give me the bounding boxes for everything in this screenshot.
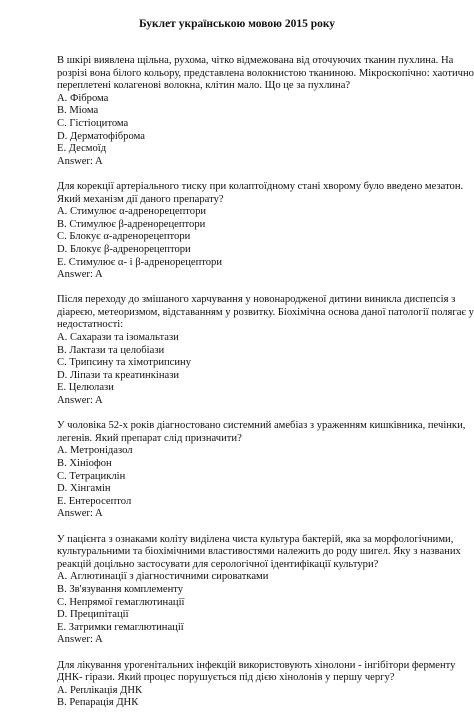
question-text-line: Який механізм дії даного препарату? (57, 193, 224, 205)
question-text-line: Для лікування урогенітальних інфекцій використовують хінолони - інгібітори ферменту (57, 659, 456, 671)
answer-option: B. Лактази та целобіази (57, 344, 165, 356)
answer-option: A. Реплікація ДНК (57, 684, 143, 696)
answer-option: A. Сахарази та ізомальтази (57, 332, 179, 344)
correct-answer: Answer: A (57, 155, 103, 167)
question-text-line: ДНК- гірази. Який процес порушується під дією хінолонів у першу чергу? (57, 672, 395, 684)
answer-option: B. Міома (57, 105, 99, 117)
question-block (57, 180, 464, 282)
question-text-line: легенів. Який препарат слід призначити? (57, 432, 242, 444)
correct-answer: Answer: A (57, 269, 103, 281)
answer-option: B. Зв'язування комплементу (57, 583, 184, 595)
answer-option: B. Репарація ДНК (57, 697, 139, 709)
answer-option: A. Аглютинації з діагностичними сироватками (57, 571, 269, 583)
answer-option: D. Блокує β-адренорецептори (57, 243, 191, 255)
answer-option: A. Стимулює α-адренорецептори (57, 206, 207, 218)
answer-option: E. Целюлази (57, 382, 114, 394)
answer-option: C. Тетрациклін (57, 470, 126, 482)
question-text-line: В шкірі виявлена щільна, рухома, чітко відмежована від оточуючих тканин пухлина. На (57, 55, 454, 66)
question-block (57, 533, 461, 647)
question-block (57, 55, 474, 168)
question-text-line: Для корекції артеріального тиску при колаптоїдному стані хворому було введено мезатон. (57, 180, 464, 192)
question-text-line: діареєю, метеоризмом, відставанням у розвитку. Біохімічна основа даної патології полягає у (57, 306, 474, 318)
answer-option: D. Хінгамін (57, 483, 111, 495)
answer-option: A. Фіброма (57, 92, 109, 104)
answer-option: E. Ентеросептол (57, 495, 132, 507)
answer-option: E. Стимулює α- і β-адренорецептори (57, 256, 223, 268)
question-list (57, 55, 474, 722)
correct-answer: Answer: A (57, 634, 103, 646)
question-block (57, 294, 474, 407)
question-text-line: У чоловіка 52-х років діагностовано системний амебіаз з ураженням кишківника, печінки, (57, 420, 466, 432)
answer-option: E. Затримки гемаглютинації (57, 621, 184, 633)
question-block (57, 659, 456, 710)
document-title: Буклет українською мовою 2015 року (138, 18, 336, 30)
question-text-line: недостатності: (57, 319, 124, 331)
answer-option: C. Непрямої гемаглютинації (57, 596, 185, 608)
correct-answer: Answer: A (57, 395, 103, 407)
question-text-line: розрізі вона білого кольору, представлена волокнистою тканиною. Мікроскопічно: хаотично (57, 67, 474, 79)
correct-answer: Answer: A (57, 508, 103, 520)
answer-option: C. Блокує α-адренорецептори (57, 231, 191, 243)
question-text-line: У пацієнта з ознаками коліту виділена чиста культура бактерій, яка за морфологічними, (57, 533, 454, 545)
answer-option: D. Ліпази та креатинкінази (57, 369, 180, 381)
answer-option: E. Десмоїд (57, 143, 107, 155)
answer-option: C. Трипсину та хімотрипсину (57, 357, 191, 369)
question-text-line: реакцій доцільно застосувати для серологічної ідентифікації культури? (57, 558, 379, 570)
answer-option: B. Хініофон (57, 458, 112, 469)
answer-option: B. Стимулює β-адренорецептори (57, 218, 206, 230)
question-text-line: Після переходу до змішаного харчування у новонародженої дитини виникла диспепсія з (57, 294, 456, 306)
question-text-line: культуральними та біохімічними властивостями належить до роду шигел. Яку з названих (57, 546, 461, 558)
answer-option: C. Гістіоцитома (57, 117, 129, 129)
question-text-line: переплетені колагенові волокна, клітин мало. Що це за пухлина? (57, 80, 351, 92)
answer-option: D. Преципітації (57, 609, 129, 621)
answer-option: A. Метронідазол (57, 445, 133, 457)
question-block (57, 420, 466, 521)
answer-option: D. Дерматофіброма (57, 130, 145, 142)
